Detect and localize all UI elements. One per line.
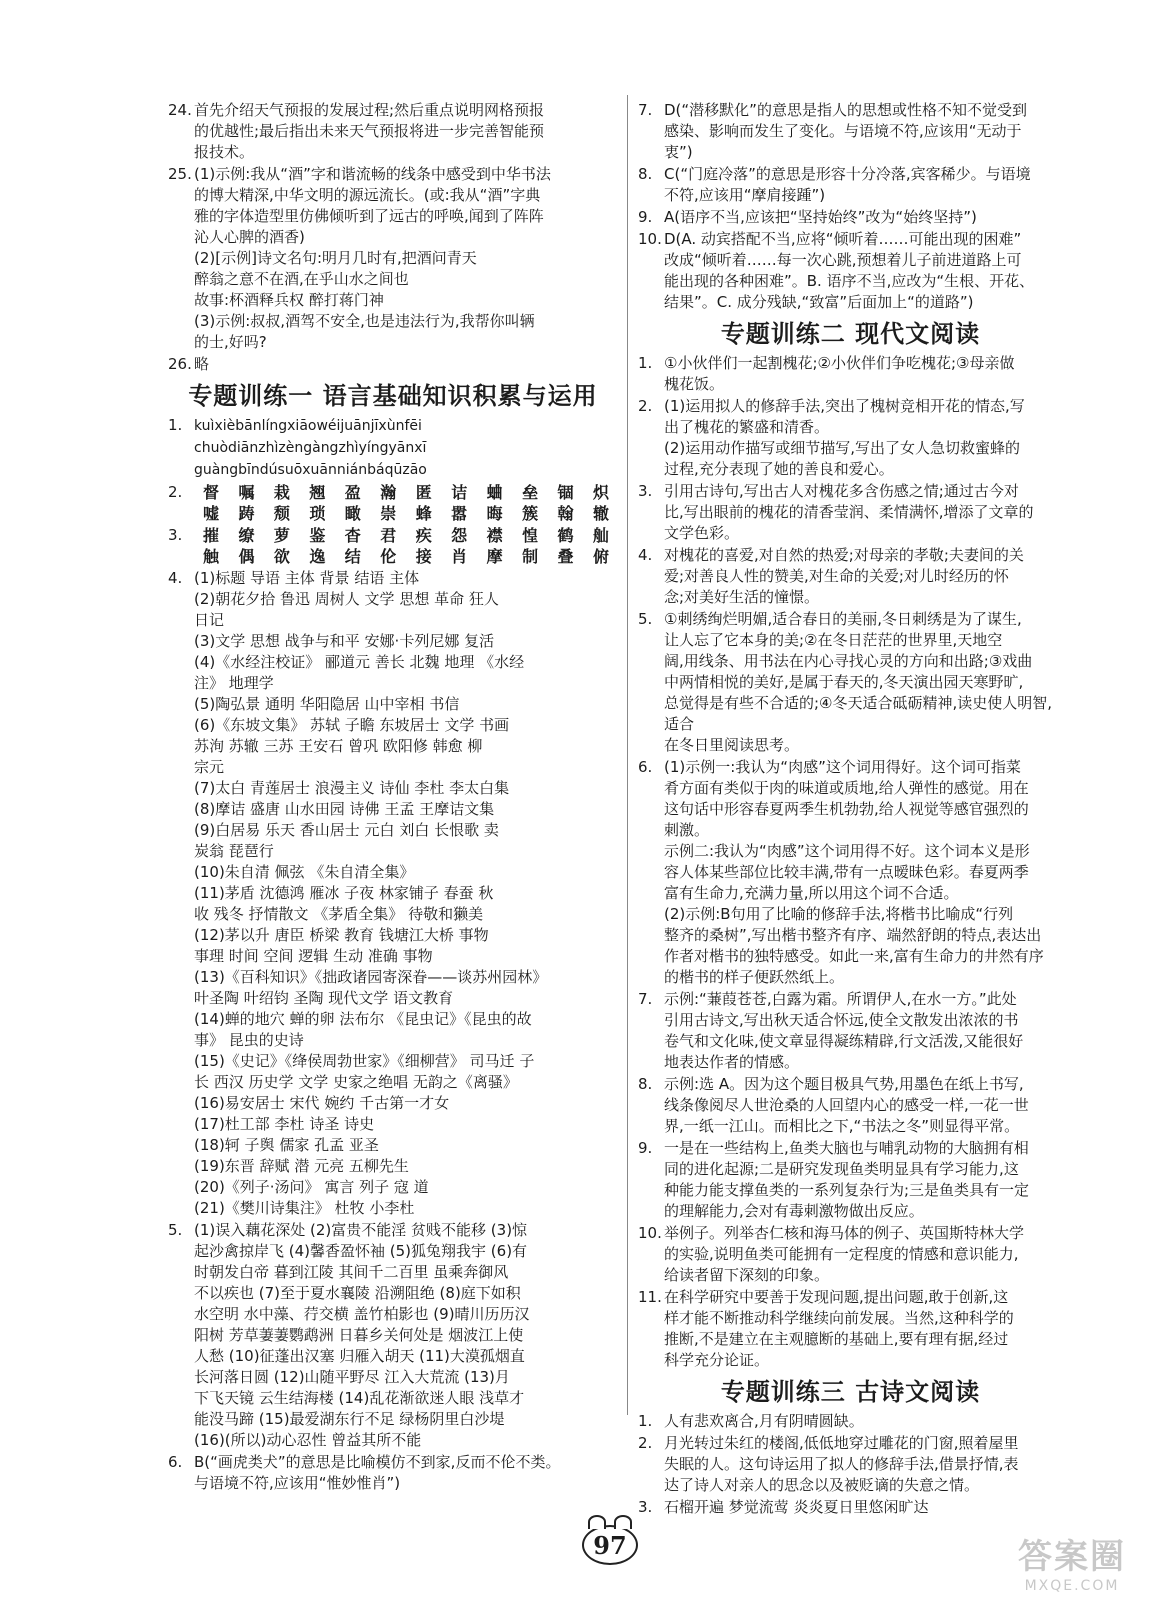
- character: 翰: [557, 504, 574, 523]
- answer-line: 槐花饭。: [664, 375, 725, 393]
- character: 欲: [273, 547, 290, 566]
- answer-line: 起沙禽掠岸飞 (4)馨香盈怀袖 (5)狐兔翔我宇 (6)有: [194, 1242, 528, 1260]
- character: 俯: [592, 547, 609, 566]
- section-title-1: 专题训练一 语言基础知识积累与运用: [188, 381, 598, 410]
- question-number: 7.: [638, 990, 653, 1008]
- pinyin: xùn: [378, 418, 405, 434]
- character: 鹤: [557, 526, 574, 545]
- answer-line: (1)示例一:我认为“肉感”这个词用得好。这个词可指菜: [664, 758, 1021, 776]
- pinyin: kuì: [194, 418, 215, 434]
- answer-line: 对槐花的喜爱,对自然的热爱;对母亲的孝敬;夫妻间的关: [664, 546, 1024, 564]
- pinyin: xuān: [302, 462, 337, 478]
- character-answers: [194, 482, 618, 524]
- answer-line: ①刺绣绚烂明媚,适合春日的美丽,冬日刺绣是为了谋生,: [664, 610, 1022, 628]
- character: 晦: [486, 504, 503, 523]
- answer-line: (16)易安居士 宋代 婉约 千古第一才女: [194, 1094, 450, 1112]
- answer-item: [638, 396, 1063, 480]
- question-number: 9.: [638, 208, 653, 226]
- answer-line: 能没马蹄 (15)最爱湖东行不足 绿杨阴里白沙堤: [194, 1410, 505, 1428]
- answer-line: 故事:杯酒释兵权 醉打蒋门神: [194, 291, 384, 309]
- recitation-answers: [194, 1220, 618, 1451]
- question-number: 11.: [638, 1288, 662, 1306]
- answer-line: ①小伙伴们一起割槐花;②小伙伴们争吃槐花;③母亲做: [664, 354, 1015, 372]
- answer-line: 推断,不是建立在主观臆断的基础上,要有理有据,经过: [664, 1330, 1009, 1348]
- answer-text: [664, 396, 1063, 480]
- character: 诘: [451, 483, 468, 502]
- answer-line: (3)示例:叔叔,酒驾不安全,也是违法行为,我帮你叫辆: [194, 312, 535, 330]
- answer-text: [664, 1411, 1063, 1432]
- character: 簇: [522, 504, 539, 523]
- answer-line: 作者对楷书的独特感受。如此一来,富有生命力的井然有序: [664, 947, 1044, 965]
- pinyin: zhì: [258, 440, 279, 456]
- answer-item: [638, 1223, 1063, 1286]
- pinyin: nián: [336, 462, 368, 478]
- character: 摧: [202, 526, 219, 545]
- answer-line: 一是在一些结构上,鱼类大脑也与哺乳动物的大脑拥有相: [664, 1139, 1029, 1157]
- answer-line: 爱;对善良人性的赞美,对生命的关爱;对儿时经历的怀: [664, 567, 1009, 585]
- answer-item: [638, 609, 1063, 756]
- section-title-3: 专题训练三 古诗文阅读: [720, 1377, 981, 1406]
- answer-item: [638, 481, 1063, 544]
- pinyin: wéi: [316, 418, 341, 434]
- character: 制: [522, 547, 539, 566]
- answer-text: [664, 207, 1063, 228]
- answer-line: 富有生命力,充满力量,所以用这个词不合适。: [664, 884, 959, 902]
- question-number: 1.: [168, 416, 183, 434]
- answer-text: [664, 757, 1063, 988]
- answer-line: (2)[示例]诗文名句:明月几时有,把酒问青天: [194, 249, 477, 267]
- answer-text: [664, 1223, 1063, 1286]
- answer-text: [664, 989, 1063, 1073]
- character: 辙: [592, 504, 609, 523]
- answer-line: (16)(所以)动心忍性 曾益其所不能: [194, 1431, 422, 1449]
- character: 叠: [557, 547, 574, 566]
- question-number: 7.: [638, 101, 653, 119]
- answer-line: (12)茅以升 唐臣 桥梁 教育 钱塘江大桥 事物: [194, 926, 489, 944]
- answer-line: 的士,好吗?: [194, 333, 267, 351]
- character-row: [194, 546, 618, 567]
- question-2: [168, 482, 618, 524]
- question-number: 2.: [638, 397, 653, 415]
- pinyin-row: [194, 415, 618, 437]
- answer-line: 时朝发白帝 暮到江陵 其间千二百里 虽乘奔御风: [194, 1263, 509, 1281]
- question-number: 26.: [168, 355, 192, 373]
- character: 萝: [273, 526, 290, 545]
- answer-line: C(“门庭冷落”的意思是形容十分冷落,宾客稀少。与语境: [664, 165, 1031, 183]
- answer-line: 示例:“蒹葭苍苍,白露为霜。所谓伊人,在水一方。”此处: [664, 990, 1017, 1008]
- question-number: 2.: [638, 1434, 653, 1452]
- page-number-badge: [570, 1515, 650, 1575]
- pinyin-answers: [194, 415, 618, 481]
- answer-line: (7)太白 青莲居士 浪漫主义 诗仙 李杜 李太白集: [194, 779, 510, 797]
- character: 杳: [344, 526, 361, 545]
- answer-item: [638, 207, 1063, 228]
- answer-item: [638, 545, 1063, 608]
- mascot-ear-icon: [588, 1515, 606, 1529]
- answer-line: 不以疾也 (7)至于夏水襄陵 沿溯阻绝 (8)庭下如积: [194, 1284, 521, 1302]
- answer-line: (4)《水经注校证》 郦道元 善长 北魏 地理 《水经: [194, 653, 525, 671]
- question-3: [168, 525, 618, 567]
- question-number: 9.: [638, 1139, 653, 1157]
- character: 君: [380, 526, 397, 545]
- answer-line: 在冬日里阅读思考。: [664, 736, 800, 754]
- answer-line: 注》 地理学: [194, 674, 274, 692]
- answer-line: 长 西汉 历史学 文学 史家之绝唱 无韵之《离骚》: [194, 1073, 518, 1091]
- answer-line: 衷”): [664, 143, 693, 161]
- answer-text: [194, 100, 618, 163]
- pinyin: zèng: [278, 440, 313, 456]
- answer-line: 过程,充分表现了她的善良和爱心。: [664, 460, 894, 478]
- answer-line: 苏洵 苏辙 三苏 王安石 曾巩 欧阳修 韩愈 柳: [194, 737, 483, 755]
- answer-line: 比,写出眼前的槐花的清香莹润、柔情满怀,增添了文章的: [664, 503, 1034, 521]
- answer-line: 达了诗人对亲人的思念以及被贬谪的失意之情。: [664, 1476, 980, 1494]
- answer-line: (15)《史记》《绛侯周勃世家》《细柳营》 司马迁 子: [194, 1052, 535, 1070]
- answer-item: [638, 353, 1063, 395]
- answer-line: (3)文学 思想 战争与和平 安娜·卡列尼娜 复活: [194, 632, 495, 650]
- question-5: [168, 1220, 618, 1451]
- answer-line: 略: [194, 355, 210, 373]
- answer-item: [638, 229, 1063, 313]
- character: 蜂: [415, 504, 432, 523]
- answer-item: [168, 164, 618, 353]
- answer-line: 引用古诗文,写出秋天适合怀远,使全文散发出浓浓的书: [664, 1011, 1019, 1029]
- answer-item: [638, 1138, 1063, 1222]
- pinyin: líng: [261, 418, 288, 434]
- question-1: [168, 415, 618, 481]
- answer-line: 能出现的各种困难”。B. 语序不当,应改为“生根、开花、: [664, 272, 1035, 290]
- character-row: [194, 482, 618, 503]
- character: 怨: [451, 526, 468, 545]
- answer-line: 事理 时间 空间 逻辑 生动 准确 事物: [194, 947, 433, 965]
- answer-line: (10)朱自清 佩弦 《朱自清全集》: [194, 863, 415, 881]
- answer-text: [664, 545, 1063, 608]
- pinyin: yíng: [358, 440, 389, 456]
- answer-line: 让人忘了它本身的美;②在冬日茫茫的世界里,天地空: [664, 631, 1003, 649]
- character: 摩: [486, 547, 503, 566]
- question-number: 8.: [638, 1075, 653, 1093]
- answer-line: 肴方面有类似于肉的味道或质地,给人弹性的感觉。用在: [664, 779, 1029, 797]
- mascot-icon: [582, 1525, 638, 1565]
- answer-text: [664, 1287, 1063, 1371]
- character: 匿: [415, 483, 432, 502]
- answer-line: (18)轲 子舆 儒家 孔孟 亚圣: [194, 1136, 379, 1154]
- answer-line: (13)《百科知识》《拙政诸园寄深眷——谈苏州园林》: [194, 968, 548, 986]
- answer-line: D(A. 动宾搭配不当,应将“倾听着……可能出现的困难”: [664, 230, 1022, 248]
- question-number: 25.: [168, 165, 192, 183]
- answer-text: [664, 1433, 1063, 1496]
- answer-line: 的博大精深,中华文明的源远流长。(或:我从“酒”字典: [194, 186, 541, 204]
- character: 接: [415, 547, 432, 566]
- character: 结: [344, 547, 361, 566]
- answer-line: 水空明 水中藻、荇交横 盖竹柏影也 (9)晴川历历汉: [194, 1305, 530, 1323]
- character: 惶: [522, 526, 539, 545]
- question-number: 1.: [638, 1412, 653, 1430]
- watermark-logo: 答案圈: [1018, 1537, 1126, 1577]
- question-4: [168, 568, 618, 1219]
- pinyin: jī: [370, 418, 379, 434]
- question-number: 6.: [638, 758, 653, 776]
- answer-line: 的优越性;最后指出未来天气预报将进一步完善智能预: [194, 122, 545, 140]
- character: 琐: [309, 504, 326, 523]
- pinyin: fēi: [404, 418, 422, 434]
- answer-line: 刺激。: [664, 821, 710, 839]
- character: 触: [202, 547, 219, 566]
- answer-text: [664, 481, 1063, 544]
- answer-item: [638, 164, 1063, 206]
- pinyin: bá: [367, 462, 385, 478]
- pinyin: àng: [312, 440, 339, 456]
- answer-line: B(“画虎类犬”的意思是比喻模仿不到家,反而不伦不类。: [194, 1453, 561, 1471]
- answer-line: 界,一纸一江山。而相比之下,“书法之冬”则显得平常。: [664, 1117, 1020, 1135]
- question-number: 5.: [168, 1221, 183, 1239]
- answer-line: (5)陶弘景 通明 华阳隐居 山中宰相 书信: [194, 695, 460, 713]
- question-number: 5.: [638, 610, 653, 628]
- answer-line: (11)茅盾 沈德鸿 雁冰 子夜 林家铺子 春蚕 秋: [194, 884, 494, 902]
- answer-line: 宗元: [194, 758, 225, 776]
- answer-line: 线条像阅尽人世沧桑的人回望内心的感受一样,一花一世: [664, 1096, 1029, 1114]
- answer-line: 下飞天镜 云生结海楼 (14)乱花渐欲迷人眼 浅草才: [194, 1389, 525, 1407]
- pinyin: dú: [259, 462, 278, 478]
- answer-line: 种能力能支撑鱼类的一系列复杂行为;三是鱼类具有一定: [664, 1181, 1030, 1199]
- answer-line: (1)运用拟人的修辞手法,突出了槐树竞相开花的情态,写: [664, 397, 1025, 415]
- character: 颓: [273, 504, 290, 523]
- answer-item: [638, 1074, 1063, 1137]
- pinyin: xiāo: [287, 418, 317, 434]
- watermark: [992, 1529, 1152, 1594]
- answer-line: (19)东晋 辞赋 潜 元亮 五柳先生: [194, 1157, 409, 1175]
- answer-line: (2)运用动作描写或细节描写,写出了女人急切救蜜蜂的: [664, 439, 1021, 457]
- answer-line: 同的进化起源;二是研究发现鱼类明显具有学习能力,这: [664, 1160, 1019, 1178]
- question-number: 8.: [638, 165, 653, 183]
- answer-line: 阔,用线条、用书法在内心寻找心灵的方向和出路;③戏曲: [664, 652, 1033, 670]
- answer-line: 醉翁之意不在酒,在乎山水之间也: [194, 270, 409, 288]
- answer-line: 改成“倾听着……每一次心跳,预想着儿子前进道路上可: [664, 251, 1022, 269]
- character: 踌: [238, 504, 255, 523]
- question-number: 10.: [638, 1224, 662, 1242]
- answer-line: D(“潜移默化”的意思是指人的思想或性格不知不觉受到: [664, 101, 1027, 119]
- answer-line: 结果”。C. 成分残缺,“致富”后面加上“的道路”): [664, 293, 974, 311]
- character: 崇: [380, 504, 397, 523]
- answer-text: [664, 609, 1063, 756]
- character: 炽: [592, 483, 609, 502]
- answer-item: [638, 1287, 1063, 1371]
- character: 逸: [309, 547, 326, 566]
- answer-line: 不符,应该用“摩肩接踵”): [664, 186, 826, 204]
- answer-line: (14)蝉的地穴 蝉的卵 法布尔 《昆虫记》《昆虫的故: [194, 1010, 532, 1028]
- character: 翘: [309, 483, 326, 502]
- answer-text: [664, 1074, 1063, 1137]
- question-number: 3.: [638, 482, 653, 500]
- answer-line: (2)示例:B句用了比喻的修辞手法,将楷书比喻成“行列: [664, 905, 1014, 923]
- character: 伦: [380, 547, 397, 566]
- pinyin: diān: [228, 440, 259, 456]
- mascot-ear-icon: [614, 1515, 632, 1529]
- answer-item: [638, 757, 1063, 988]
- right-column: [638, 100, 1063, 1519]
- character: 蛐: [486, 483, 503, 502]
- question-number: 3.: [168, 526, 183, 544]
- pinyin: chuò: [194, 440, 229, 456]
- answer-line: 总觉得是有些不合适的;④冬天适合砥砺精神,读史使人明智,适合: [664, 694, 1053, 733]
- answer-line: 与语境不符,应该用“惟妙惟肖”): [194, 1474, 401, 1492]
- literature-answers: [194, 568, 618, 1219]
- column-divider: [627, 95, 628, 1415]
- answer-item: [638, 1497, 1063, 1518]
- answer-line: 首先介绍天气预报的发展过程;然后重点说明网格预报: [194, 101, 545, 119]
- character: 嚣: [451, 504, 468, 523]
- section-title-2: 专题训练二 现代文阅读: [720, 319, 981, 348]
- answer-line: A(语序不当,应该把“坚持始终”改为“始终坚持”): [664, 208, 977, 226]
- answer-line: (1)误入藕花深处 (2)富贵不能淫 贫贱不能移 (3)惊: [194, 1221, 528, 1239]
- answer-line: 的理解能力,会对有毒刺激物做出反应。: [664, 1202, 924, 1220]
- answer-item: [638, 989, 1063, 1073]
- pinyin: bīn: [238, 462, 260, 478]
- answer-line: (17)杜工部 李杜 诗圣 诗史: [194, 1115, 375, 1133]
- answer-line: (9)白居易 乐天 香山居士 元白 刘白 长恨歌 卖: [194, 821, 499, 839]
- answer-line: 举例子。列举杏仁核和海马体的例子、英国斯特林大学: [664, 1224, 1025, 1242]
- character: 垒: [522, 483, 539, 502]
- answer-line: 中两情相悦的美好,是属于春天的,冬天演出园天寒野旷,: [664, 673, 1024, 691]
- answer-line: 示例二:我认为“肉感”这个词用得不好。这个词本义是形: [664, 842, 1030, 860]
- character: 肖: [451, 547, 468, 566]
- question-number: 24.: [168, 101, 192, 119]
- answer-line: 的实验,说明鱼类可能拥有一定程度的情感和意识能力,: [664, 1245, 1019, 1263]
- answer-line: (1)示例:我从“酒”字和谐流畅的线条中感受到中华书法: [194, 165, 551, 183]
- answer-text: [664, 1138, 1063, 1222]
- character: 栽: [273, 483, 290, 502]
- question-number: 6.: [168, 1453, 183, 1471]
- answer-line: (2)朝花夕拾 鲁迅 周树人 文学 思想 革命 狂人: [194, 590, 499, 608]
- answer-line: 念;对美好生活的憧憬。: [664, 588, 820, 606]
- question-number: 4.: [638, 546, 653, 564]
- pinyin-row: [194, 459, 618, 481]
- character: 瞰: [344, 504, 361, 523]
- answer-line: 报技术。: [194, 143, 255, 161]
- character: 瀚: [380, 483, 397, 502]
- answer-line: (1)标题 导语 主体 背景 结语 主体: [194, 569, 420, 587]
- answer-text: [664, 1497, 1063, 1518]
- answer-line: (21)《樊川诗集注》 杜牧 小李杜: [194, 1199, 415, 1217]
- character: 嘱: [238, 483, 255, 502]
- answer-line: 科学充分论证。: [664, 1351, 770, 1369]
- answer-line: 失眠的人。这句诗运用了拟人的修辞手法,借景抒情,表: [664, 1455, 1019, 1473]
- watermark-url: MXQE.COM: [1024, 1578, 1120, 1594]
- answer-line: 引用古诗句,写出古人对槐花多含伤感之情;通过古今对: [664, 482, 1019, 500]
- pinyin: juān: [340, 418, 371, 434]
- answer-line: 示例:选 A。因为这个题目极具气势,用墨色在纸上书写,: [664, 1075, 1024, 1093]
- answer-line: 沁人心脾的酒香): [194, 228, 305, 246]
- character: 襟: [486, 526, 503, 545]
- answer-text: [664, 100, 1063, 163]
- answer-line: 人愁 (10)征蓬出汉塞 归雁入胡天 (11)大漠孤烟直: [194, 1347, 525, 1365]
- character: 偶: [238, 547, 255, 566]
- answer-text: [664, 164, 1063, 206]
- pinyin: suō: [277, 462, 303, 478]
- answer-line: 日记: [194, 611, 225, 629]
- character: 锢: [557, 483, 574, 502]
- answer-line: (20)《列子·汤问》 寓言 列子 寇 道: [194, 1178, 429, 1196]
- answer-item: [168, 100, 618, 163]
- answer-line: 感染、影响而发生了变化。与语境不符,应该用“无动于: [664, 122, 1022, 140]
- answer-line: 叶圣陶 叶绍钧 圣陶 现代文学 语文教育: [194, 989, 454, 1007]
- character: 舢: [592, 526, 609, 545]
- answer-line: (8)摩诘 盛唐 山水田园 诗佛 王孟 王摩诘文集: [194, 800, 495, 818]
- answer-text: [664, 353, 1063, 395]
- question-number: 3.: [638, 1498, 653, 1516]
- answer-line: 石榴开遍 梦觉流莺 炎炎夏日里悠闲旷达: [664, 1498, 929, 1516]
- answer-line: 收 残冬 抒情散文 《茅盾全集》 待敬和獭美: [194, 905, 484, 923]
- question-number: 10.: [638, 230, 662, 248]
- answer-line: 给读者留下深刻的印象。: [664, 1266, 830, 1284]
- page-number: 97: [593, 1530, 627, 1560]
- answer-line: 长河落日圆 (12)山随平野尽 江入大荒流 (13)月: [194, 1368, 510, 1386]
- answer-line: 月光转过朱红的楼阁,低低地穿过雕花的门窗,照着屋里: [664, 1434, 1019, 1452]
- idiom-answer: [194, 1452, 618, 1494]
- character-row: [194, 525, 618, 546]
- answer-item: [638, 1411, 1063, 1432]
- answer-line: 在科学研究中要善于发现问题,提出问题,敢于创新,这: [664, 1288, 1009, 1306]
- answer-text: [664, 229, 1063, 313]
- answer-line: 样才能不断推动科学继续向前发展。当然,这种科学的: [664, 1309, 1014, 1327]
- answer-line: 地表达作者的情感。: [664, 1053, 800, 1071]
- answer-line: 容人体某些部位比较丰满,带有一点暧昧色彩。春夏两季: [664, 863, 1029, 881]
- character: 盈: [344, 483, 361, 502]
- pinyin: guàng: [194, 462, 239, 478]
- answer-line: 人有悲欢离合,月有阴晴圆缺。: [664, 1412, 864, 1430]
- answer-line: 整齐的桑树”,写出楷书整齐有序、端然舒朗的特点,表达出: [664, 926, 1042, 944]
- answer-line: 雅的字体造型里仿佛倾听到了远古的呼唤,闻到了阵阵: [194, 207, 544, 225]
- answer-line: 阳树 芳草萋萋鹦鹉洲 日暮乡关何处是 烟波江上使: [194, 1326, 524, 1344]
- pinyin: bān: [235, 418, 262, 434]
- answer-line: 事》 昆虫的史诗: [194, 1031, 304, 1049]
- character-answers: [194, 525, 618, 567]
- answer-line: 的楷书的样子便跃然纸上。: [664, 968, 845, 986]
- answer-item: [638, 1433, 1063, 1496]
- question-number: 4.: [168, 569, 183, 587]
- question-number: 2.: [168, 483, 183, 501]
- left-column: [168, 100, 618, 1495]
- answer-line: (6)《东坡文集》 苏轼 子瞻 东坡居士 文学 书画: [194, 716, 510, 734]
- answer-line: 文学色彩。: [664, 524, 740, 542]
- pinyin: xiè: [214, 418, 236, 434]
- character: 缭: [238, 526, 255, 545]
- answer-line: 卷气和文化味,使文章显得凝练精辟,行文活泼,又能很好: [664, 1032, 1024, 1050]
- pinyin: qū: [384, 462, 403, 478]
- answer-line: 炭翁 琵琶行: [194, 842, 274, 860]
- character: 督: [202, 483, 219, 502]
- pinyin: yān: [388, 440, 415, 456]
- pinyin-row: [194, 437, 618, 459]
- character: 嘘: [202, 504, 219, 523]
- question-6: [168, 1452, 618, 1494]
- character: 鉴: [309, 526, 326, 545]
- character-row: [194, 503, 618, 524]
- pinyin: zhì: [338, 440, 359, 456]
- question-number: 1.: [638, 354, 653, 372]
- answer-item: [638, 100, 1063, 163]
- character: 疾: [415, 526, 432, 545]
- answer-text: [194, 354, 618, 375]
- answer-line: 出了槐花的繁盛和清香。: [664, 418, 830, 436]
- answer-text: [194, 164, 618, 353]
- answer-line: 这句话中形容春夏两季生机勃勃,给人视觉等感官强烈的: [664, 800, 1029, 818]
- pinyin: zāo: [402, 462, 427, 478]
- pinyin: xī: [414, 440, 427, 456]
- answer-item: [168, 354, 618, 375]
